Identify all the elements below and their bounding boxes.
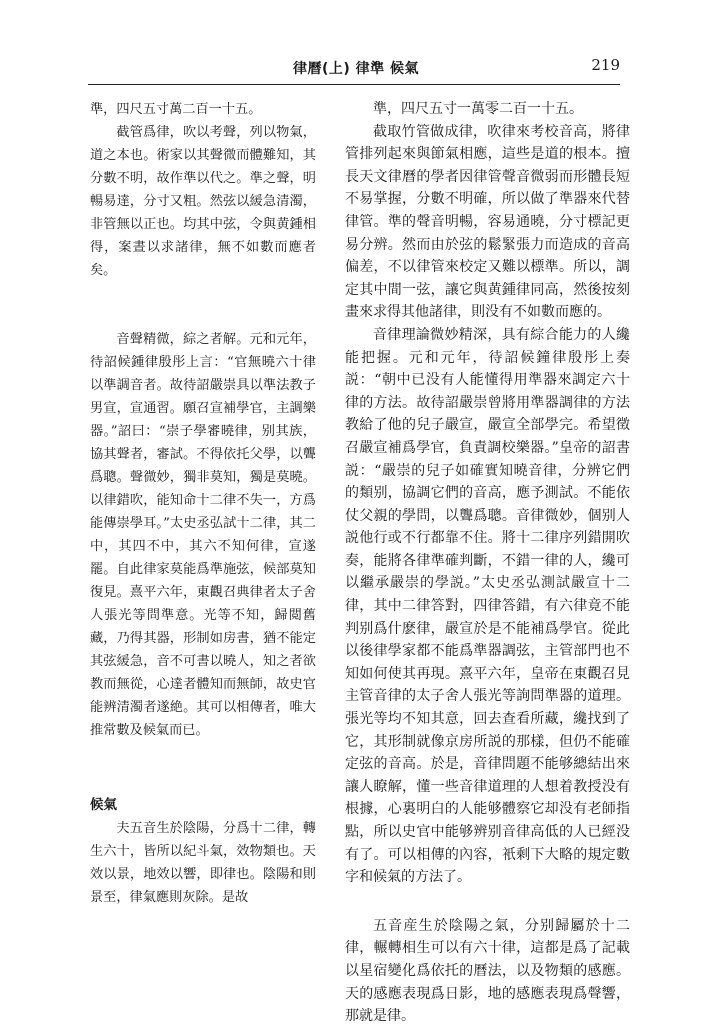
spacer	[90, 742, 316, 794]
right-paragraph-4: 五音産生於陰陽之氣，分别歸屬於十二律，輾轉相生可以有六十律，這都是爲了記載以星宿變化爲依托的曆法，以及物類的感應。天的感應表現爲日影，地的感應表現爲聲響，那就是律。	[345, 917, 630, 1025]
right-paragraph-3: 音律理論微妙精深，具有綜合能力的人纔能把握。元和元年，待詔候鐘律殷彤上奏説：“朝中已没有人能懂得用準器來調定六十律的方法。故待詔嚴崇曾將用準器調律的方法教給了他的兒子嚴宣，嚴宣全部學完。希望徵召嚴宣補爲學官，負責調校樂器。”皇帝的詔書説：“嚴崇的兒子如確實知曉音律，分辨它們的類别，協調它們的音高，應予測試。不能依仗父親的學問，以聾爲聰。音律微妙，個别人説他行或不行都靠不住。將十二律序列錯開吹奏，能將各律準確判斷，不錯一律的人，纔可以繼承嚴崇的學説。”太史丞弘測試嚴宣十二律，其中二律答對，四律答錯，有六律竟不能判别爲什麽律，嚴宣於是不能補爲學官。從此以後律學家都不能爲準器調弦，主管部門也不知如何使其再現。熹平六年，皇帝在東觀召見主管音律的太子舍人張光等詢問準器的道理。張光等均不知其意，回去查看所藏，纔找到了它，其形制就像京房所説的那樣，但仍不能確定弦的音高。於是，音律問題不能够總結出來讓人瞭解，懂一些音律道理的人想着教授没有根據，心裏明白的人能够體察它却没有老師指點，所以史官中能够辨别音律高低的人已經没有了。可以相傳的內容，衹剩下大略的規定數字和候氣的方法了。	[345, 326, 630, 886]
original-text-column	[90, 98, 316, 909]
spacer	[345, 889, 630, 915]
section-title: 候氣	[90, 797, 117, 813]
page-number: 219	[591, 56, 620, 74]
running-title: 律曆(上) 律準 候氣	[293, 61, 420, 77]
translation-column	[345, 98, 630, 1028]
right-paragraph-1: 準，四尺五寸一萬零二百一十五。	[373, 101, 583, 117]
spacer	[90, 282, 316, 328]
left-paragraph-1: 準，四尺五寸萬二百一十五。	[90, 102, 262, 117]
right-paragraph-2: 截取竹管做成律，吹律來考校音高，將律管排列起來與節氣相應，這些是道的根本。擅長天文律曆的學者因律管聲音微弱而形體長短不易掌握，分數不明確，所以做了準器來代替律管。準的聲音明暢，容易通曉，分寸標記更易分辨。然而由於弦的鬆緊張力而造成的音高偏差，不以律管來校定又難以標準。所以，調定其中間一弦，讓它與黄鍾律同高，然後按刻畫來求得其他諸律，則没有不如數而應的。	[345, 123, 630, 321]
left-paragraph-4: 夫五音生於陰陽，分爲十二律，轉生六十，皆所以紀斗氣，效物類也。天效以景，地效以響，即律也。陰陽和則景至，律氣應則灰除。是故	[90, 821, 316, 905]
page-header	[88, 44, 620, 85]
left-paragraph-3: 音聲精微，綜之者解。元和元年，待詔候鍾律殷彤上言：“官無曉六十律以準調音者。故待詔嚴崇具以準法教子男宣，宣通習。願召宣補學官，主調樂器。”詔曰：“崇子學審曉律，别其族，協其聲者，審試。不得依托父學，以聾爲聰。聲微妙，獨非莫知，獨是莫曉。以律錯吹，能知命十二律不失一，方爲能傳崇學耳。”太史丞弘試十二律，其二中，其四不中，其六不知何律，宣遂罷。自此律家莫能爲準施弦，候部莫知復見。熹平六年，東觀召典律者太子舍人張光等問準意。光等不知，歸閲舊藏，乃得其器，形制如房書，猶不能定其弦緩急，音不可書以曉人，知之者欲教而無從，心達者體知而無師，故史官能辨清濁者遂絶。其可以相傳者，唯大推常數及候氣而已。	[90, 332, 316, 738]
left-paragraph-2: 截管爲律，吹以考聲，列以物氣，道之本也。術家以其聲微而體難知，其分數不明，故作準以代之。準之聲，明暢易達，分寸又粗。然弦以緩急清濁，非管無以正也。均其中弦，令與黄鍾相得，案晝以求諸律，無不如數而應者矣。	[90, 125, 316, 278]
